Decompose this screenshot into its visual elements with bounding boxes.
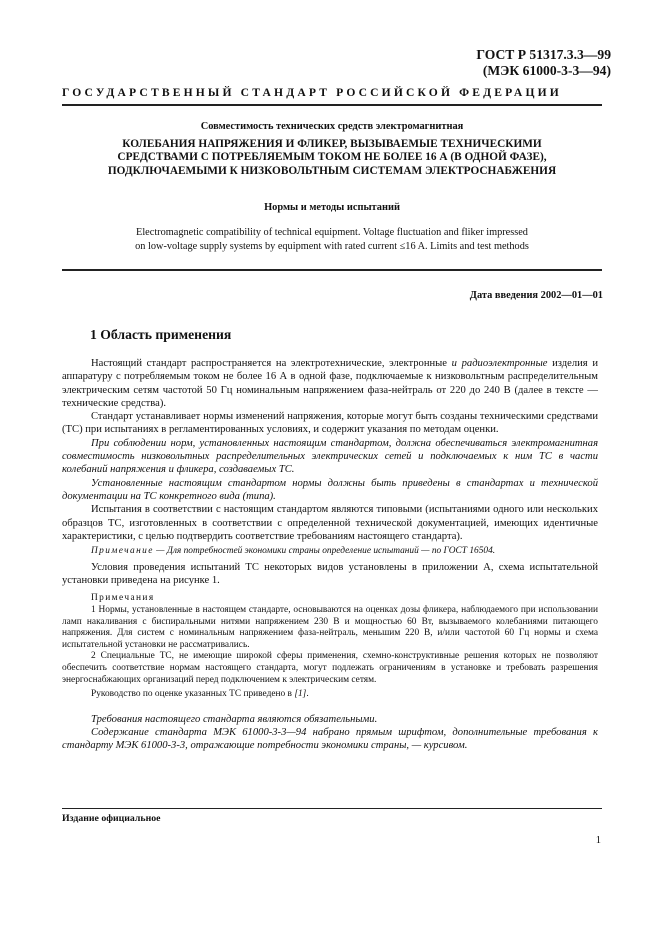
- note-1: 1 Нормы, установленные в настоящем стандарте, основываются на оценках дозы фликера, наблюдаемого при использовании ламп накаливания с биспиральными нитями напряжением 230 В и мощностью 60 Вт, вызываемого колебаниями питающего напряжения. Для систем с номинальным напряжением фаза-нейтраль, меньшим 220 В, и/или частотой 60 Гц нормы и схема испытательной установки не рассматривались.: [62, 604, 598, 650]
- paragraph-mandatory: Требования настоящего стандарта являются обязательными.: [91, 713, 378, 725]
- bottom-rule: [62, 808, 602, 809]
- paragraph-establishes: Стандарт устанавливает нормы изменений напряжения, которые могут быть созданы техническими средствами (ТС) при испытаниях в регламентированных условиях, и содержит указания по методам оценки.: [62, 411, 598, 436]
- paragraph-scope: Настоящий стандарт распространяется на электротехнические, электронные и радиоэлектронные изделия и аппаратуру с потребляемым током не более 16 А в одной фазе, подключаемые к низковольтным распределительным электрическим сетям частотой 50 Гц номинальным напряжением фаза-нейтраль от 220 до 240 В (далее в тексте — технические средства).: [62, 358, 598, 409]
- english-title: [62, 226, 602, 254]
- standard-number-block: [476, 47, 611, 79]
- paragraph-typography: Содержание стандарта МЭК 61000-3-3—94 набрано прямым шрифтом, дополнительные требования к стандарту МЭК 61000-3-3, отражающие потребности экономики страны, — курсивом.: [62, 726, 598, 752]
- title-line-3: ПОДКЛЮЧАЕМЫМИ К НИЗКОВОЛЬТНЫМ СИСТЕМАМ ЭЛЕКТРОСНАБЖЕНИЯ: [107, 164, 557, 177]
- paragraph-norms-documentation: Установленные настоящим стандартом нормы должны быть приведены в стандартах и технической документации на ТС конкретного вида (типа).: [62, 477, 598, 502]
- norms-subtitle: Нормы и методы испытаний: [264, 202, 400, 213]
- gost-number: ГОСТ Р 51317.3.3—99: [476, 47, 611, 62]
- note-2: 2 Специальные ТС, не имеющие широкой сферы применения, схемно-конструктивные решения которых не позволяют обеспечить соответствие нормам настоящего стандарта, могут подлежать ограничениям в установке и требовать разрешения энергоснабжающих организаций перед подключением к электрическим сетям.: [62, 651, 598, 685]
- title-line-1: КОЛЕБАНИЯ НАПРЯЖЕНИЯ И ФЛИКЕР, ВЫЗЫВАЕМЫЕ ТЕХНИЧЕСКИМИ: [122, 138, 542, 150]
- middle-rule: [62, 269, 602, 271]
- section-heading: 1 Область применения: [90, 327, 232, 342]
- section-body: [62, 357, 598, 753]
- paragraph-conditions: Условия проведения испытаний ТС некоторых видов установлены в приложении А, схема испытательной установки приведена на рисунке 1.: [62, 561, 598, 587]
- page-number: 1: [595, 835, 601, 846]
- title-line-2: СРЕДСТВАМИ С ПОТРЕБЛЯЕМЫМ ТОКОМ НЕ БОЛЕЕ 16 А (В ОДНОЙ ФАЗЕ),: [117, 151, 547, 164]
- edition-label: Издание официальное: [62, 813, 161, 824]
- introduction-date: Дата введения 2002—01—01: [469, 290, 603, 301]
- paragraph-tests: Испытания в соответствии с настоящим стандартом являются типовыми (испытаниями одного или нескольких образцов ТС, изготовленных в соответствии с определенной технической документацией, имеющих идентичные характеристики, с целью подтвердить соответствие требованиям настоящего стандарта).: [62, 504, 598, 542]
- paragraph-compatibility: При соблюдении норм, установленных настоящим стандартом, должна обеспечиваться электромагнитная совместимость низковольтных распределительных электрических сетей и подключаемых к ним ТС в части колебаний напряжения и фликера, создаваемых ТС.: [62, 437, 598, 476]
- english-title-line-1: Electromagnetic compatibility of technical equipment. Voltage fluctuation and fliker impressed: [136, 227, 528, 238]
- document-title: [62, 138, 602, 178]
- document-subtitle: Совместимость технических средств электромагнитная: [200, 121, 464, 132]
- english-title-line-2: on low-voltage supply systems by equipment with rated current ≤16 A. Limits and test methods: [135, 241, 529, 252]
- guide-reference: Руководство по оценке указанных ТС приведено в [1].: [91, 689, 309, 700]
- notes-label: Примечания: [91, 593, 155, 604]
- state-standard-heading: ГОСУДАРСТВЕННЫЙ СТАНДАРТ РОССИЙСКОЙ ФЕДЕРАЦИИ: [62, 86, 562, 99]
- note-tests: Примечание — Для потребностей экономики страны определение испытаний — по ГОСТ 16504.: [91, 546, 496, 557]
- iec-number: (МЭК 61000-3-3—94): [482, 63, 611, 78]
- top-rule: [62, 104, 602, 106]
